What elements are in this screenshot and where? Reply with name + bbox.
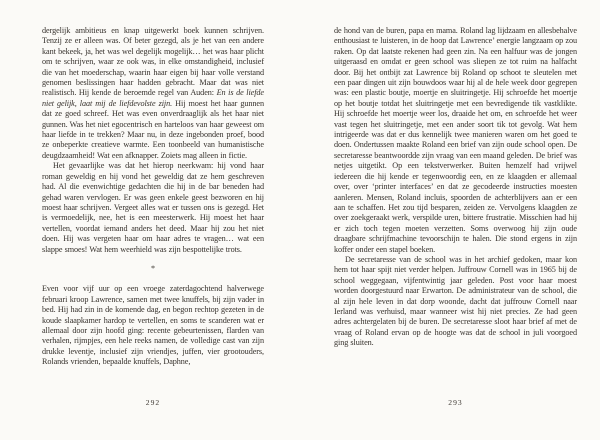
paragraph bbox=[42, 26, 264, 161]
page-number-left: 292 bbox=[145, 398, 161, 407]
body-text: dergelijk ambitieus en knap uitgewerkt boek kunnen schrijven. Tenzij ze er alleen was. Of beter gezegd, als je het van een andere kant bekeek, ja, het was wel degelijk mogelijk… het was haar plicht om te schrijven, waar ze ook was, in elke omstandigheid, inclusief die van het moederschap, waarin haar eigen bij haar volle verstand genomen beslissingen haar hadden gebracht. Maar dat was niet realistisch. Hij kende de beroemde regel van Auden: bbox=[42, 26, 264, 98]
right-page-text-column bbox=[334, 26, 577, 349]
page-number-right: 293 bbox=[448, 398, 463, 407]
paragraph bbox=[42, 161, 264, 255]
italic-quote-text: En is de liefde niet gelijk, laat mij de liefdevolste zijn. bbox=[42, 88, 264, 108]
section-break-asterisk: * bbox=[150, 263, 156, 273]
paragraph bbox=[42, 284, 264, 367]
body-text: Hij moest het haar gunnen dat ze goed schreef. Het was even onverdraaglijk als het haar niet gunnen. Was het niet egocentrisch en harteloos van haar geweest om haar liefde in te trekken? Maar nu, in deze ingebonden proef, bood ze onbeperkte creatieve warmte. Een toonbeeld van humanistische deugdzaamheid! Wat een afknapper. Zoiets mag alleen in fictie. bbox=[42, 98, 264, 160]
paragraph bbox=[334, 255, 577, 349]
left-page-text-column bbox=[42, 26, 264, 368]
body-text: de hond van de buren, papa en mama. Roland lag lijdzaam en allesbehalve enthousiast te luisteren, in de hoop dat Lawrence’ energie langzaam op zou raken. Op dat laatste rekenen had geen zin. Na een halfuur was de jongen uitgeraasd en omdat er geen school was sliepen ze tot ruim na halfacht door. Bij het ontbijt zat Lawrence bij Roland op schoot te sleutelen met een paar dingen uit zijn bouwdoos waar hij al de hele week door gegrepen was: een plastic boutje, moertje en sluitringetje. Hij schroefde het moertje op het boutje totdat het sluitringetje met een bevredigende tik vastklikte. Hij schroefde het moertje weer los, draaide het om, en schroefde het weer vast tegen het sluitringetje, met een ander soort tik tot gevolg. Wat hem intrigeerde was dat er dus kennelijk twee manieren waren om het goed te doen. Ondertussen maakte Roland een brief van zijn oude school open. De secretaresse beantwoordde zijn vraag van een maand geleden. De brief was netjes uitgetikt. Op een tekstverwerker. Buiten hemzelf had vrijwel iedereen die hij kende er tegenwoordig een, en ze klaagden er allemaal over, over ‘printer interfaces’ en dat ze gecodeerde instructies moesten aanleren. Mensen, Roland incluis, spoorden de achterblijvers aan er een aan te schaffen. Het zou tijd besparen, zeiden ze. Vervolgens klaagden ze over zoekgeraakt werk, verspilde uren, bittere frustratie. Misschien had hij er zich toch tegen moeten verzetten. Soms overwoog hij zijn oude draagbare schrijfmachine tevoorschijn te halen. Die stond ergens in zijn koffer onder een stapel boeken. bbox=[334, 26, 577, 254]
body-text: Het gevaarlijke was dat het hierop neerkwam: hij vond haar roman geweldig en hij vond het geweldig dat ze hem geschreven had. Al die evenwichtige gedachten die hij in de bar beneden had gehad waren vervlogen. Er was geen enkele geest bezworen en hij moest haar schrijven. Vergeet alles wat er tussen ons is gezegd. Het is vermoedelijk, nee, het is een meesterwerk. Hij moest het haar vertellen, voordat iemand anders het deed. Maar hij zou het niet doen. Hij was vergeten haar om haar adres te vragen… wat een slappe smoes! Wat hem weerhield was zijn bespottelijke trots. bbox=[42, 161, 264, 254]
body-text: Even voor vijf uur op een vroege zaterdagochtend halverwege februari kroop Lawrence, samen met twee knuffels, bij zijn vader in bed. Hij had zin in de komende dag, en begon rechtop gezeten in de koude slaapkamer hardop te vertellen, en soms te scanderen wat er allemaal door zijn hoofd ging: recente gebeurtenissen, flarden van verhalen, rijmpjes, een hele reeks namen, de volledige cast van zijn drukke leventje, inclusief zijn vriendjes, juffen, vier grootouders, Rolands vrienden, bepaalde knuffels, Daphne, bbox=[42, 284, 264, 367]
body-text: De secretaresse van de school was in het archief gedoken, maar kon hem tot haar spijt niet verder helpen. Juffrouw Cornell was in 1965 bij de school weggegaan, vijfentwintig jaar geleden. Post voor haar moest worden doorgestuurd naar Erwarton. De administrateur van de school, die al zijn hele leven in dat dorp woonde, dacht dat juffrouw Cornell naar Ierland was verhuisd, maar wanneer wist hij niet precies. Ze had geen adres achtergelaten bij de buren. De secretaresse sloot haar brief af met de vraag of Roland ervan op de hoogte was dat de school in juli voorgoed ging sluiten. bbox=[334, 254, 577, 348]
paragraph bbox=[334, 26, 577, 255]
